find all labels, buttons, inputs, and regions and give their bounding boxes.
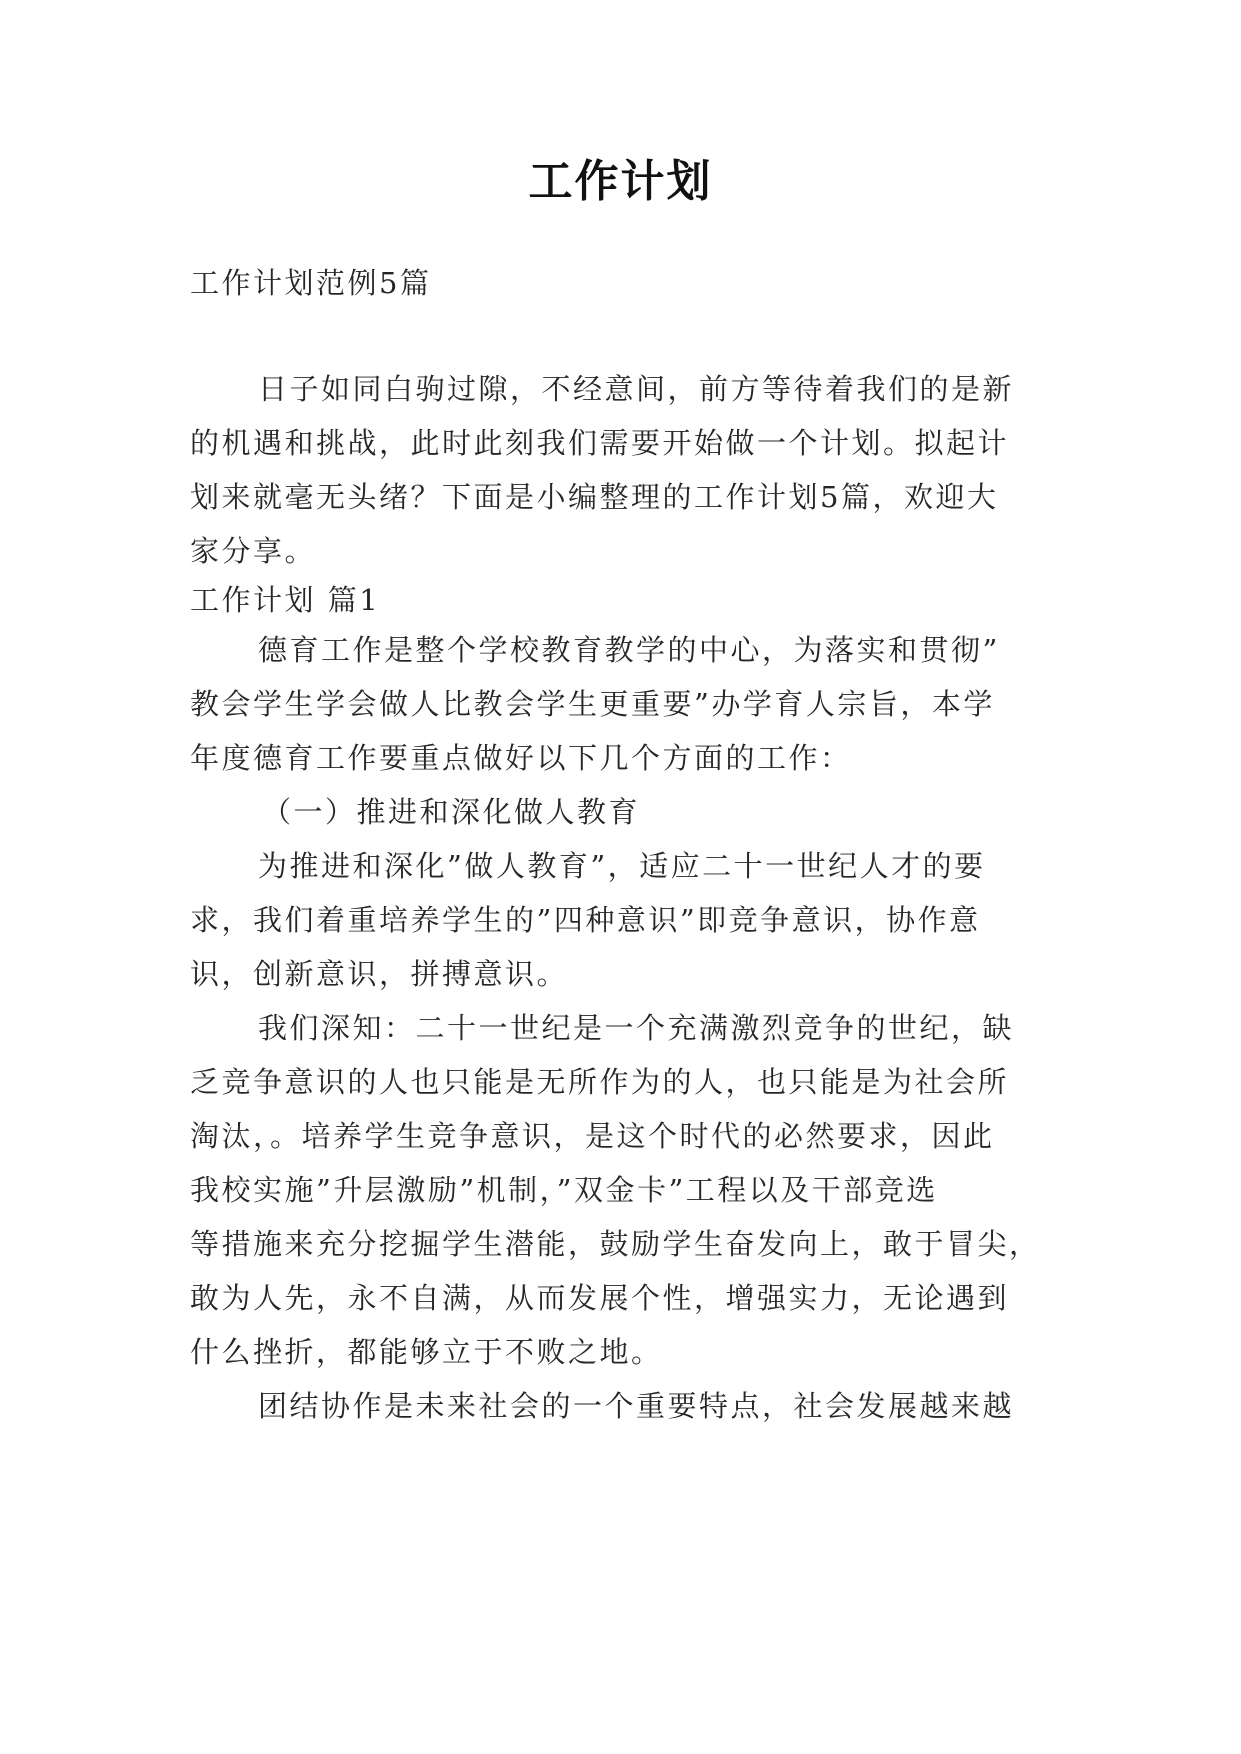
subsection-heading: （一）推进和深化做人教育 — [262, 795, 641, 829]
paragraph-line: 划来就毫无头绪？下面是小编整理的工作计划5篇，欢迎大 — [190, 480, 999, 514]
paragraph-line: 什么挫折，都能够立于不败之地。 — [190, 1335, 663, 1369]
paragraph-line: 的机遇和挑战，此时此刻我们需要开始做一个计划。拟起计 — [190, 426, 1010, 460]
paragraph-line: 年度德育工作要重点做好以下几个方面的工作： — [190, 741, 852, 775]
paragraph-line: 等措施来充分挖掘学生潜能，鼓励学生奋发向上，敢于冒尖， — [190, 1227, 1041, 1261]
paragraph-line: 团结协作是未来社会的一个重要特点，社会发展越来越 — [258, 1389, 1015, 1423]
document-title: 工作计划 — [528, 156, 713, 207]
paragraph-line: 识，创新意识，拼搏意识。 — [190, 957, 569, 991]
paragraph-line: 家分享。 — [190, 534, 317, 568]
document-subtitle: 工作计划范例5篇 — [190, 266, 432, 300]
paragraph-line: 教会学生学会做人比教会学生更重要”办学育人宗旨，本学 — [190, 687, 995, 721]
section-heading: 工作计划 篇1 — [190, 583, 381, 617]
paragraph-line: 我们深知：二十一世纪是一个充满激烈竞争的世纪，缺 — [258, 1011, 1015, 1045]
paragraph-line: 求，我们着重培养学生的”四种意识”即竞争意识，协作意 — [190, 903, 981, 937]
paragraph-line: 我校实施”升层激励”机制，”双金卡”工程以及干部竞选 — [190, 1173, 938, 1207]
paragraph-line: 德育工作是整个学校教育教学的中心，为落实和贯彻” — [258, 633, 1000, 667]
paragraph-line: 日子如同白驹过隙，不经意间，前方等待着我们的是新 — [258, 372, 1015, 406]
paragraph-line: 为推进和深化”做人教育”，适应二十一世纪人才的要 — [258, 849, 986, 883]
paragraph-line: 敢为人先，永不自满，从而发展个性，增强实力，无论遇到 — [190, 1281, 1010, 1315]
paragraph-line: 乏竞争意识的人也只能是无所作为的人，也只能是为社会所 — [190, 1065, 1010, 1099]
paragraph-line: 淘汰，。培养学生竞争意识，是这个时代的必然要求，因此 — [190, 1119, 995, 1153]
